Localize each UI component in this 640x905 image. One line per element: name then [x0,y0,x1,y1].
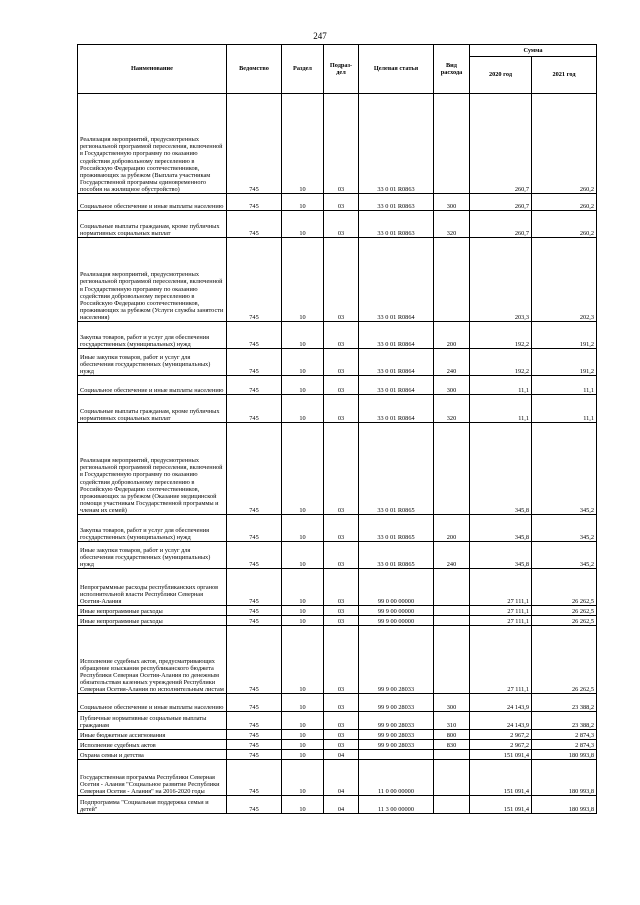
row-exp-type: 200 [434,322,470,349]
row-section: 10 [282,349,324,376]
row-subsection: 03 [324,542,359,569]
row-target [359,750,434,760]
page-number: 247 [313,31,327,41]
row-dept: 745 [227,626,282,694]
row-dept: 745 [227,606,282,616]
table-row [78,616,597,626]
row-dept: 745 [227,694,282,712]
row-sum-2020: 260,7 [470,211,532,238]
row-target: 99 9 00 28033 [359,626,434,694]
row-dept: 745 [227,760,282,796]
row-section: 10 [282,569,324,606]
row-name: Государственная программа Республики Северная Осетия - Алания "Социальное развитие Республики Северная Осетия - Алания" на 2016-2020 годы [78,760,227,796]
row-sum-2021: 191,2 [532,322,597,349]
row-section: 10 [282,616,324,626]
row-sum-2020: 24 143,9 [470,694,532,712]
row-target: 99 9 00 00000 [359,606,434,616]
row-subsection: 03 [324,211,359,238]
row-dept: 745 [227,796,282,814]
row-dept: 745 [227,238,282,322]
row-sum-2021: 345,2 [532,515,597,542]
row-sum-2020: 151 091,4 [470,750,532,760]
row-sum-2020: 27 111,1 [470,616,532,626]
row-name: Исполнение судебных актов [78,740,227,750]
table-row [78,694,597,712]
row-sum-2020: 192,2 [470,322,532,349]
table-row [78,94,597,194]
row-sum-2020: 27 111,1 [470,606,532,616]
row-subsection: 03 [324,740,359,750]
row-section: 10 [282,194,324,211]
row-name: Иные непрограммные расходы [78,606,227,616]
row-sum-2021: 260,2 [532,94,597,194]
row-sum-2021: 202,3 [532,238,597,322]
row-subsection: 03 [324,376,359,395]
row-name: Непрограммные расходы республиканских органов исполнительной власти Республики Северная Осетия-Алания [78,569,227,606]
header-subsection: Подраз- дел [324,45,359,94]
row-target: 33 0 01 R0865 [359,542,434,569]
row-subsection: 03 [324,322,359,349]
row-sum-2020: 345,8 [470,515,532,542]
header-exp-type: Вид расхода [434,45,470,94]
row-exp-type: 200 [434,515,470,542]
row-section: 10 [282,730,324,740]
row-target: 33 0 01 R0863 [359,211,434,238]
row-section: 10 [282,712,324,730]
row-section: 10 [282,238,324,322]
row-sum-2021: 191,2 [532,349,597,376]
row-target: 33 0 01 R0864 [359,395,434,423]
row-subsection: 03 [324,349,359,376]
row-exp-type [434,94,470,194]
row-target: 33 0 01 R0864 [359,376,434,395]
row-sum-2020: 151 091,4 [470,796,532,814]
row-dept: 745 [227,740,282,750]
row-dept: 745 [227,349,282,376]
row-subsection: 03 [324,194,359,211]
row-dept: 745 [227,569,282,606]
row-section: 10 [282,211,324,238]
table-row [78,730,597,740]
row-dept: 745 [227,211,282,238]
row-subsection: 03 [324,569,359,606]
row-target: 99 0 00 00000 [359,569,434,606]
row-subsection: 03 [324,712,359,730]
row-exp-type: 300 [434,376,470,395]
row-section: 10 [282,760,324,796]
row-subsection: 03 [324,606,359,616]
row-section: 10 [282,395,324,423]
row-target: 99 9 00 00000 [359,616,434,626]
row-dept: 745 [227,395,282,423]
row-name: Закупка товаров, работ и услуг для обеспечения государственных (муниципальных) нужд [78,515,227,542]
table-row [78,211,597,238]
row-section: 10 [282,740,324,750]
row-exp-type: 300 [434,694,470,712]
table-row [78,606,597,616]
row-target: 33 0 01 R0865 [359,515,434,542]
row-exp-type [434,626,470,694]
row-subsection: 04 [324,760,359,796]
row-name: Реализация мероприятий, предусмотренных региональной программой переселения, включенной в Государственную программу по оказанию содействия добровольному переселению в Российскую Федерацию соотечественников, проживающих за рубежом (Оказание медицинской помощи участникам Государственной программы и членам их семей) [78,423,227,515]
row-dept: 745 [227,194,282,211]
table-row [78,376,597,395]
row-exp-type [434,606,470,616]
row-name: Социальное обеспечение и иные выплаты населению [78,694,227,712]
row-exp-type: 320 [434,211,470,238]
table-row [78,238,597,322]
row-section: 10 [282,94,324,194]
table-row [78,395,597,423]
row-section: 10 [282,515,324,542]
row-sum-2021: 11,1 [532,376,597,395]
row-sum-2020: 345,8 [470,423,532,515]
row-sum-2020: 27 111,1 [470,626,532,694]
row-sum-2021: 180 993,8 [532,796,597,814]
row-dept: 745 [227,730,282,740]
row-exp-type [434,760,470,796]
row-dept: 745 [227,94,282,194]
row-dept: 745 [227,423,282,515]
table-row [78,194,597,211]
row-name: Иные бюджетные ассигнования [78,730,227,740]
row-exp-type [434,796,470,814]
header-2020: 2020 год [470,57,532,94]
row-sum-2021: 2 874,3 [532,740,597,750]
row-exp-type: 800 [434,730,470,740]
row-sum-2020: 260,7 [470,194,532,211]
header-dept: Ведомство [227,45,282,94]
row-target: 33 0 01 R0864 [359,238,434,322]
row-section: 10 [282,626,324,694]
row-exp-type [434,423,470,515]
row-sum-2021: 23 388,2 [532,712,597,730]
row-exp-type: 830 [434,740,470,750]
row-target: 99 9 00 28033 [359,730,434,740]
table-row [78,712,597,730]
row-exp-type: 320 [434,395,470,423]
row-name: Социальное обеспечение и иные выплаты населению [78,194,227,211]
row-target: 33 0 01 R0863 [359,94,434,194]
row-sum-2020: 27 111,1 [470,569,532,606]
row-name: Реализация мероприятий, предусмотренных региональной программой переселения, включенной в Государственную программу по оказанию содействия добровольному переселению в Российскую Федерацию соотечественников, проживающих за рубежом (Услуги службы занятости населения) [78,238,227,322]
row-name: Закупка товаров, работ и услуг для обеспечения государственных (муниципальных) нужд [78,322,227,349]
row-subsection: 03 [324,730,359,740]
table-row [78,740,597,750]
row-target: 33 0 01 R0863 [359,194,434,211]
header-name: Наименование [78,45,227,94]
row-subsection: 04 [324,796,359,814]
row-target: 11 0 00 00000 [359,760,434,796]
row-subsection: 03 [324,238,359,322]
row-name: Социальные выплаты гражданам, кроме публичных нормативных социальных выплат [78,211,227,238]
row-sum-2021: 23 388,2 [532,694,597,712]
row-section: 10 [282,750,324,760]
row-sum-2021: 345,2 [532,423,597,515]
row-subsection: 03 [324,94,359,194]
row-name: Иные закупки товаров, работ и услуг для обеспечения государственных (муниципальных) нужд [78,542,227,569]
row-sum-2020: 2 967,2 [470,730,532,740]
row-sum-2021: 26 262,5 [532,616,597,626]
row-subsection: 03 [324,616,359,626]
row-name: Охрана семьи и детства [78,750,227,760]
row-exp-type [434,750,470,760]
row-target: 11 3 00 00000 [359,796,434,814]
row-sum-2020: 2 967,2 [470,740,532,750]
row-sum-2020: 260,7 [470,94,532,194]
row-section: 10 [282,694,324,712]
table-row [78,423,597,515]
header-sum: Сумма [470,45,597,57]
row-target: 33 0 01 R0865 [359,423,434,515]
row-subsection: 04 [324,750,359,760]
row-exp-type: 240 [434,542,470,569]
table-row [78,750,597,760]
row-exp-type: 240 [434,349,470,376]
table-row [78,322,597,349]
row-target: 99 9 00 28033 [359,740,434,750]
table-row [78,760,597,796]
row-name: Исполнение судебных актов, предусматривающих обращение взыскания республиканского бюджета Республики Северная Осетия-Алания по денежным обязательствам казенных учреждений Республики Северная Осетия-Алания по исполнительным листам [78,626,227,694]
row-section: 10 [282,322,324,349]
row-sum-2020: 24 143,9 [470,712,532,730]
row-name: Социальное обеспечение и иные выплаты населению [78,376,227,395]
table-row [78,626,597,694]
row-sum-2021: 180 993,8 [532,750,597,760]
table-row [78,569,597,606]
row-exp-type [434,238,470,322]
row-dept: 745 [227,376,282,395]
row-sum-2021: 2 874,3 [532,730,597,740]
row-sum-2021: 11,1 [532,395,597,423]
row-name: Публичные нормативные социальные выплаты гражданам [78,712,227,730]
row-name: Реализация мероприятий, предусмотренных региональной программой переселения, включенной в Государственную программу по оказанию содействия добровольному переселению в Российскую Федерацию соотечественников, проживающих за рубежом (Выплата участникам Государственной программы единовременного пособия на жилищное обустройство) [78,94,227,194]
budget-table [77,44,597,814]
row-subsection: 03 [324,515,359,542]
row-section: 10 [282,796,324,814]
row-sum-2020: 345,8 [470,542,532,569]
table-body [78,94,597,814]
row-subsection: 03 [324,626,359,694]
header-section: Раздел [282,45,324,94]
header-target: Целевая статья [359,45,434,94]
row-sum-2020: 11,1 [470,376,532,395]
row-dept: 745 [227,750,282,760]
row-sum-2021: 26 262,5 [532,569,597,606]
row-sum-2021: 26 262,5 [532,626,597,694]
row-target: 99 9 00 28033 [359,712,434,730]
row-sum-2021: 180 993,8 [532,760,597,796]
table-row [78,796,597,814]
row-sum-2021: 260,2 [532,211,597,238]
row-name: Иные непрограммные расходы [78,616,227,626]
row-target: 99 9 00 28033 [359,694,434,712]
row-dept: 745 [227,542,282,569]
table-row [78,542,597,569]
row-exp-type: 310 [434,712,470,730]
row-subsection: 03 [324,423,359,515]
row-subsection: 03 [324,395,359,423]
row-dept: 745 [227,515,282,542]
row-sum-2020: 203,3 [470,238,532,322]
row-sum-2020: 11,1 [470,395,532,423]
row-sum-2021: 260,2 [532,194,597,211]
row-target: 33 0 01 R0864 [359,322,434,349]
row-section: 10 [282,542,324,569]
row-name: Социальные выплаты гражданам, кроме публичных нормативных социальных выплат [78,395,227,423]
row-section: 10 [282,606,324,616]
table-row [78,349,597,376]
row-exp-type [434,569,470,606]
header-2021: 2021 год [532,57,597,94]
row-name: Иные закупки товаров, работ и услуг для обеспечения государственных (муниципальных) нужд [78,349,227,376]
row-dept: 745 [227,322,282,349]
row-sum-2020: 192,2 [470,349,532,376]
row-subsection: 03 [324,694,359,712]
row-dept: 745 [227,712,282,730]
row-exp-type: 300 [434,194,470,211]
row-sum-2021: 26 262,5 [532,606,597,616]
row-section: 10 [282,423,324,515]
row-sum-2020: 151 091,4 [470,760,532,796]
row-dept: 745 [227,616,282,626]
row-name: Подпрограмма "Социальная поддержка семьи и детей" [78,796,227,814]
row-sum-2021: 345,2 [532,542,597,569]
table-row [78,515,597,542]
row-target: 33 0 01 R0864 [359,349,434,376]
row-exp-type [434,616,470,626]
row-section: 10 [282,376,324,395]
